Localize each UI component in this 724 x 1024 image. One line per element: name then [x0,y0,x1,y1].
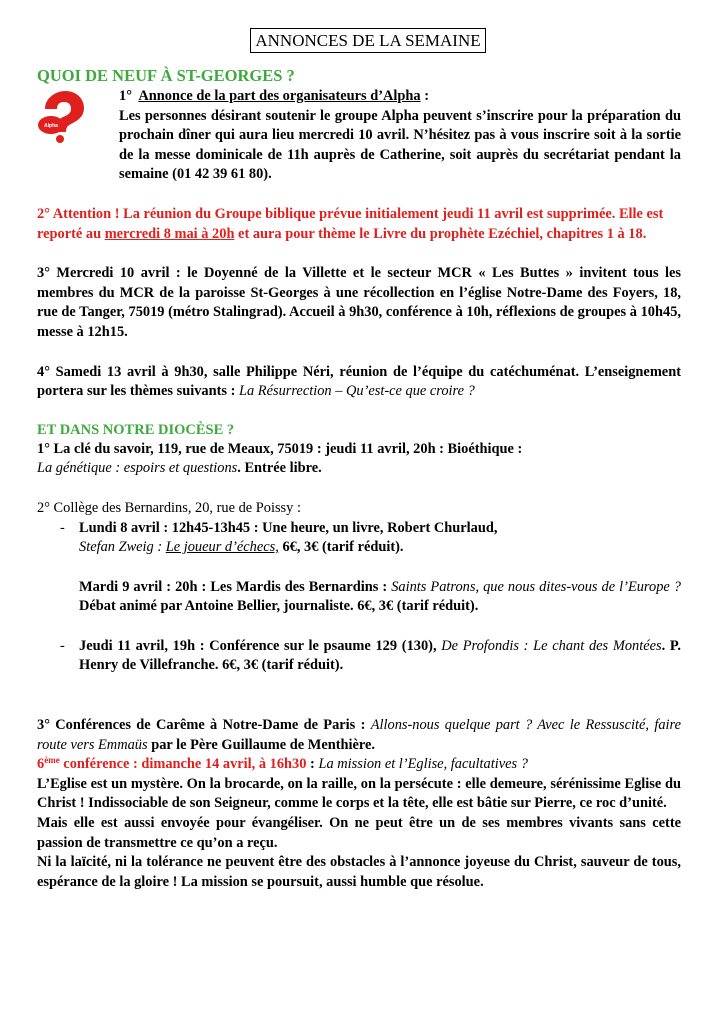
conf-colon: : [306,756,319,773]
bernardins-events-2 [37,637,681,676]
alpha-question-mark-logo-icon [37,91,85,143]
alpha-logo-text: Alpha [44,123,58,129]
section-heading-st-georges: QUOI DE NEUF À ST-GEORGES ? [37,66,295,85]
careme-speaker: par le Père Guillaume de Menthière. [147,736,376,753]
careme-conferences [37,716,681,755]
cle-du-savoir-line: 1° La clé du savoir, 119, rue de Meaux, 75019 : jeudi 11 avril, 20h : Bioéthique : [37,440,523,457]
bernardins-heading: 2° Collège des Bernardins, 20, rue de Poissy : [37,499,301,516]
mission-paragraph: Ni la laïcité, ni la tolérance ne peuvent être des obstacles à l’annonce joyeuse du Christ, sauveur de tous, espérance de la gloire ! La mission se poursuit, aussi humble que résolue. [37,854,681,890]
page-title: ANNONCES DE LA SEMAINE [250,28,485,53]
event-thursday-tail: . P. Henry de Villefranche. 6€, 3€ (tarif réduit). [79,637,681,674]
dash-mark: - [60,519,65,536]
careme-theme: Allons-nous quelque part ? Avec le Ressuscité, faire route vers Emmaüs [37,717,681,753]
catechumenate-themes: La Résurrection – Qu’est-ce que croire ? [239,383,475,400]
title-box [37,28,681,53]
event-monday-detail [79,538,681,558]
cle-du-savoir-tail: . Entrée libre. [237,460,322,477]
conf-number: 6 [37,756,45,773]
event-thursday [79,637,681,676]
careme-lead: 3° Conférences de Carême à Notre-Dame de Paris : [37,717,371,734]
biblical-notice-text-b: et aura pour thème le Livre du prophète Ezéchiel, chapitres 1 à 18. [234,225,647,242]
list-item [37,519,681,558]
catechumenate-notice [37,363,681,402]
dash-mark: - [60,637,65,654]
evangelisation-paragraph: Mais elle est aussi envoyée pour évangéliser. On ne peut être un de ses membres vivants sans cette passion de transmettre ce qu’on a reçu. [37,815,681,851]
alpha-announcement [37,87,681,185]
biblical-notice-date: mercredi 8 mai à 20h [104,225,235,242]
conf-ordinal: ème [44,755,60,766]
list-item [37,637,681,676]
event-monday-line: Lundi 8 avril : 12h45-13h45 : Une heure, un livre, Robert Churlaud, [79,519,498,536]
event-thursday-lead: Jeudi 11 avril, 19h : Conférence sur le psaume 129 (130), [79,637,442,654]
event-tuesday-title: Saints Patrons, que nous dites-vous de l’Europe ? [391,578,682,595]
announcement-page [37,28,681,892]
event-tuesday-tail: Débat animé par Antoine Bellier, journaliste. 6€, 3€ (tarif réduit). [79,598,479,615]
sixth-conference-line [37,755,681,775]
cle-du-savoir-detail [37,459,681,479]
biblical-notice-text-a: 2° Attention ! La réunion du Groupe biblique prévue initialement jeudi 11 avril est supprimée. Elle est reporté au [37,205,664,242]
event-monday-price: 6€, 3€ (tarif réduit). [278,539,404,556]
alpha-item-text: Les personnes désirant soutenir le groupe Alpha peuvent s’inscrire pour la préparation du prochain dîner qui aura lieu mercredi 10 avril. N’hésitez pas à vous inscrire soit à la sortie de la messe dominicale de 11h auprès de Catherine, soit auprès du secrétariat pendant la semaine (01 42 39 61 80). [119,107,681,183]
conf-date: conférence : dimanche 14 avril, à 16h30 [59,756,307,773]
bernardins-events [37,519,681,558]
event-tuesday-lead: Mardi 9 avril : 20h : Les Mardis des Bernardins : [79,578,392,595]
alpha-item-colon: : [420,88,429,104]
event-tuesday [37,578,681,617]
church-mystery-paragraph: L’Eglise est un mystère. On la brocarde, on la raille, on la persécute : elle demeure, sérénissime Eglise du Christ ! Indissociable de son Seigneur, comme le corps et la tête, elle est bâtie sur Pierre, ce roc d’unité. [37,775,681,812]
event-thursday-title: De Profondis : Le chant des Montées [441,637,662,654]
conf-title: La mission et l’Eglise, facultatives ? [318,756,528,773]
event-monday-author: Stefan Zweig : [79,539,166,556]
mcr-recollection-notice: 3° Mercredi 10 avril : le Doyenné de la Villette et le secteur MCR « Les Buttes » invitent tous les membres du MCR de la paroisse St-Georges à une récollection en l’église Notre-Dame des Foyers, 18, rue de Tanger, 75019 (métro Stalingrad). Accueil à 9h30, conférence à 10h, réflexions de groupes à 10h45, messe à 12h15. [37,265,681,340]
section-heading-diocese: ET DANS NOTRE DIOCÈSE ? [37,421,235,438]
catechumenate-text: 4° Samedi 13 avril à 9h30, salle Philippe Néri, réunion de l’équipe du catéchuménat. L’enseignement portera sur les thèmes suivants : [37,363,681,400]
event-monday-book: Le joueur d’échecs, [165,539,279,556]
cle-du-savoir-topic: La génétique : espoirs et questions [37,460,238,477]
item-number: 1° [119,88,132,104]
alpha-item-title: Annonce de la part des organisateurs d’Alpha [138,88,421,104]
biblical-group-notice [37,205,681,244]
